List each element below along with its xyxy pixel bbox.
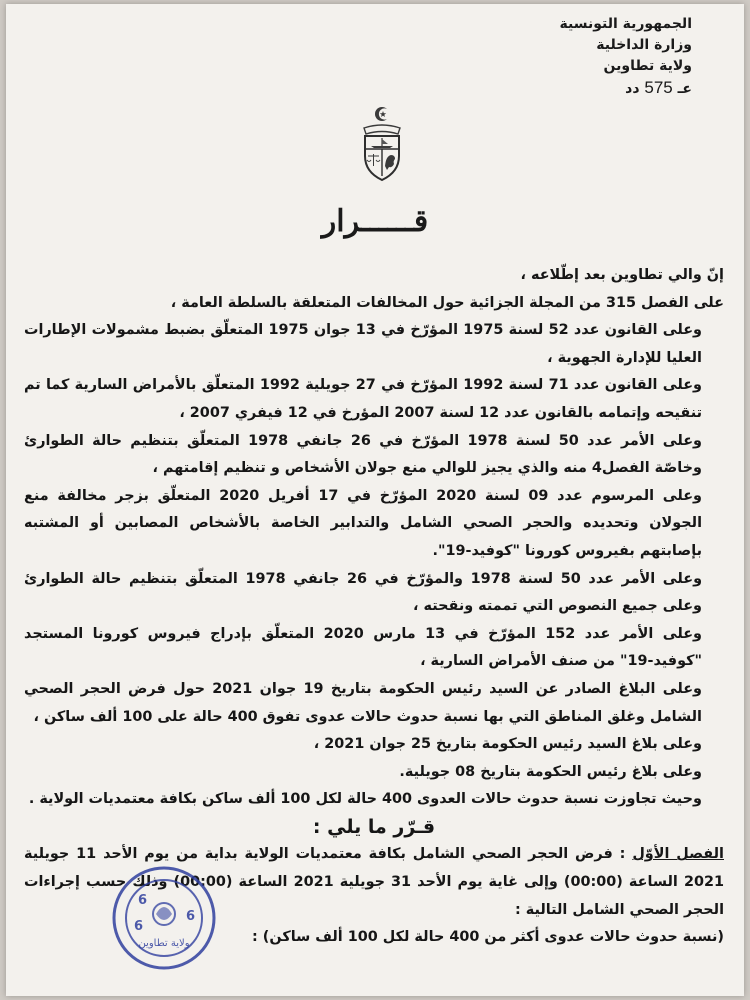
republic-name: الجمهورية التونسية — [559, 16, 692, 32]
recital-paragraph: وعلى القانون عدد 71 لسنة 1992 المؤرّخ في 27 جويلية 1992 المتعلّق بالأمراض السارية كما تم تنقيحه وإتمامه بالقانون عدد 12 لسنة 2007 المؤرخ في 12 فيفري 2007 ، — [24, 377, 702, 421]
reference-prefix: عـ — [677, 81, 692, 97]
article-1-text: : فرض الحجر الصحي الشامل بكافة معتمديات الولاية بداية من يوم الأحد 11 جويلية 2021 الساعة (00:00) وإلى غاية يوم الأحد 31 جويلية 2021 الساعة (00:00) وذلك حسب إجراءات الحجر الصحي الشامل التالية : — [24, 846, 724, 918]
recital-paragraph: وعلى الأمر عدد 50 لسنة 1978 والمؤرّخ في 26 جانفي 1978 المتعلّق بتنظيم حالة الطوارئ وعلى جميع النصوص التي تممته ونقحته ، — [24, 570, 703, 615]
recital-paragraph: وعلى الأمر عدد 152 المؤرّخ في 13 مارس 2020 المتعلّق بإدراج فيروس كورونا المستجد "كوفيد-19" من صنف الأمراض السارية ، — [24, 625, 702, 670]
stamp-text: ولاية تطاوين — [138, 938, 190, 949]
stamp-digit: 6 — [134, 919, 144, 934]
recital-paragraph: وعلى بلاغ السيد رئيس الحكومة بتاريخ 25 جوان 2021 ، — [313, 736, 702, 753]
document-page — [6, 4, 744, 996]
stamp-digit: 6 — [186, 909, 196, 924]
recital-paragraph: وعلى المرسوم عدد 09 لسنة 2020 المؤرّخ في 17 أفريل 2020 المتعلّق بزجر مخالفة منع الجولان وتحديده والحجر الصحي الشامل والتدابير الخاصة بالأشخاص المصابين أو المشتبه بإصابتهم بفيروس كورونا "كوفيد-19". — [24, 487, 702, 559]
ministry-name: وزارة الداخلية — [596, 37, 692, 53]
recital-paragraph: وعلى البلاغ الصادر عن السيد رئيس الحكومة بتاريخ 19 جوان 2021 حول فرض الحجر الصحي الشامل وغلق المناطق التي بها نسبة حدوث حالات عدوى تفوق 400 حالة على 100 ألف ساكن ، — [24, 680, 702, 725]
official-stamp-icon — [110, 864, 218, 972]
recital-paragraph: وحيث تجاوزت نسبة حدوث حالات العدوى 400 حالة لكل 100 ألف ساكن بكافة معتمديات الولاية . — [28, 791, 702, 808]
decision-heading: قـرّر ما يلي : — [312, 815, 436, 838]
governorate-name: ولاية تطاوين — [603, 58, 692, 74]
recital-paragraph: على الفصل 315 من المجلة الجزائية حول المخالفات المتعلقة بالسلطة العامة ، — [170, 294, 724, 311]
stamp-digit: 6 — [138, 893, 148, 908]
letterhead — [492, 14, 692, 100]
recital-paragraph: وعلى الأمر عدد 50 لسنة 1978 المؤرّخ في 26 جانفي 1978 المتعلّق بتنظيم حالة الطوارئ وخاصّة الفصل4 منه والذي يجيز للوالي منع جولان الأشخاص و تنظيم إقامتهم ، — [24, 432, 702, 477]
coat-of-arms-icon — [356, 104, 408, 184]
article-1-note: (نسبة حدوث حالات عدوى أكثر من 400 حالة لكل 100 ألف ساكن) : — [252, 929, 724, 946]
recital-paragraph: وعلى بلاغ رئيس الحكومة بتاريخ 08 جويلية. — [399, 763, 702, 780]
article-1-label: الفصل الأوّل — [632, 846, 724, 863]
reference-number — [492, 77, 692, 100]
intro-line: إنّ والي تطاوين بعد إطّلاعه ، — [520, 267, 724, 283]
reference-suffix: دد — [625, 81, 640, 97]
document-body — [24, 262, 724, 952]
recital-paragraph: وعلى القانون عدد 52 لسنة 1975 المؤرّخ في 13 جوان 1975 المتعلّق بضبط مشمولات الإطارات العليا للإدارة الجهوية ، — [24, 322, 702, 366]
reference-value: 575 — [644, 78, 673, 97]
decision-title: قــــــرار — [321, 204, 429, 239]
